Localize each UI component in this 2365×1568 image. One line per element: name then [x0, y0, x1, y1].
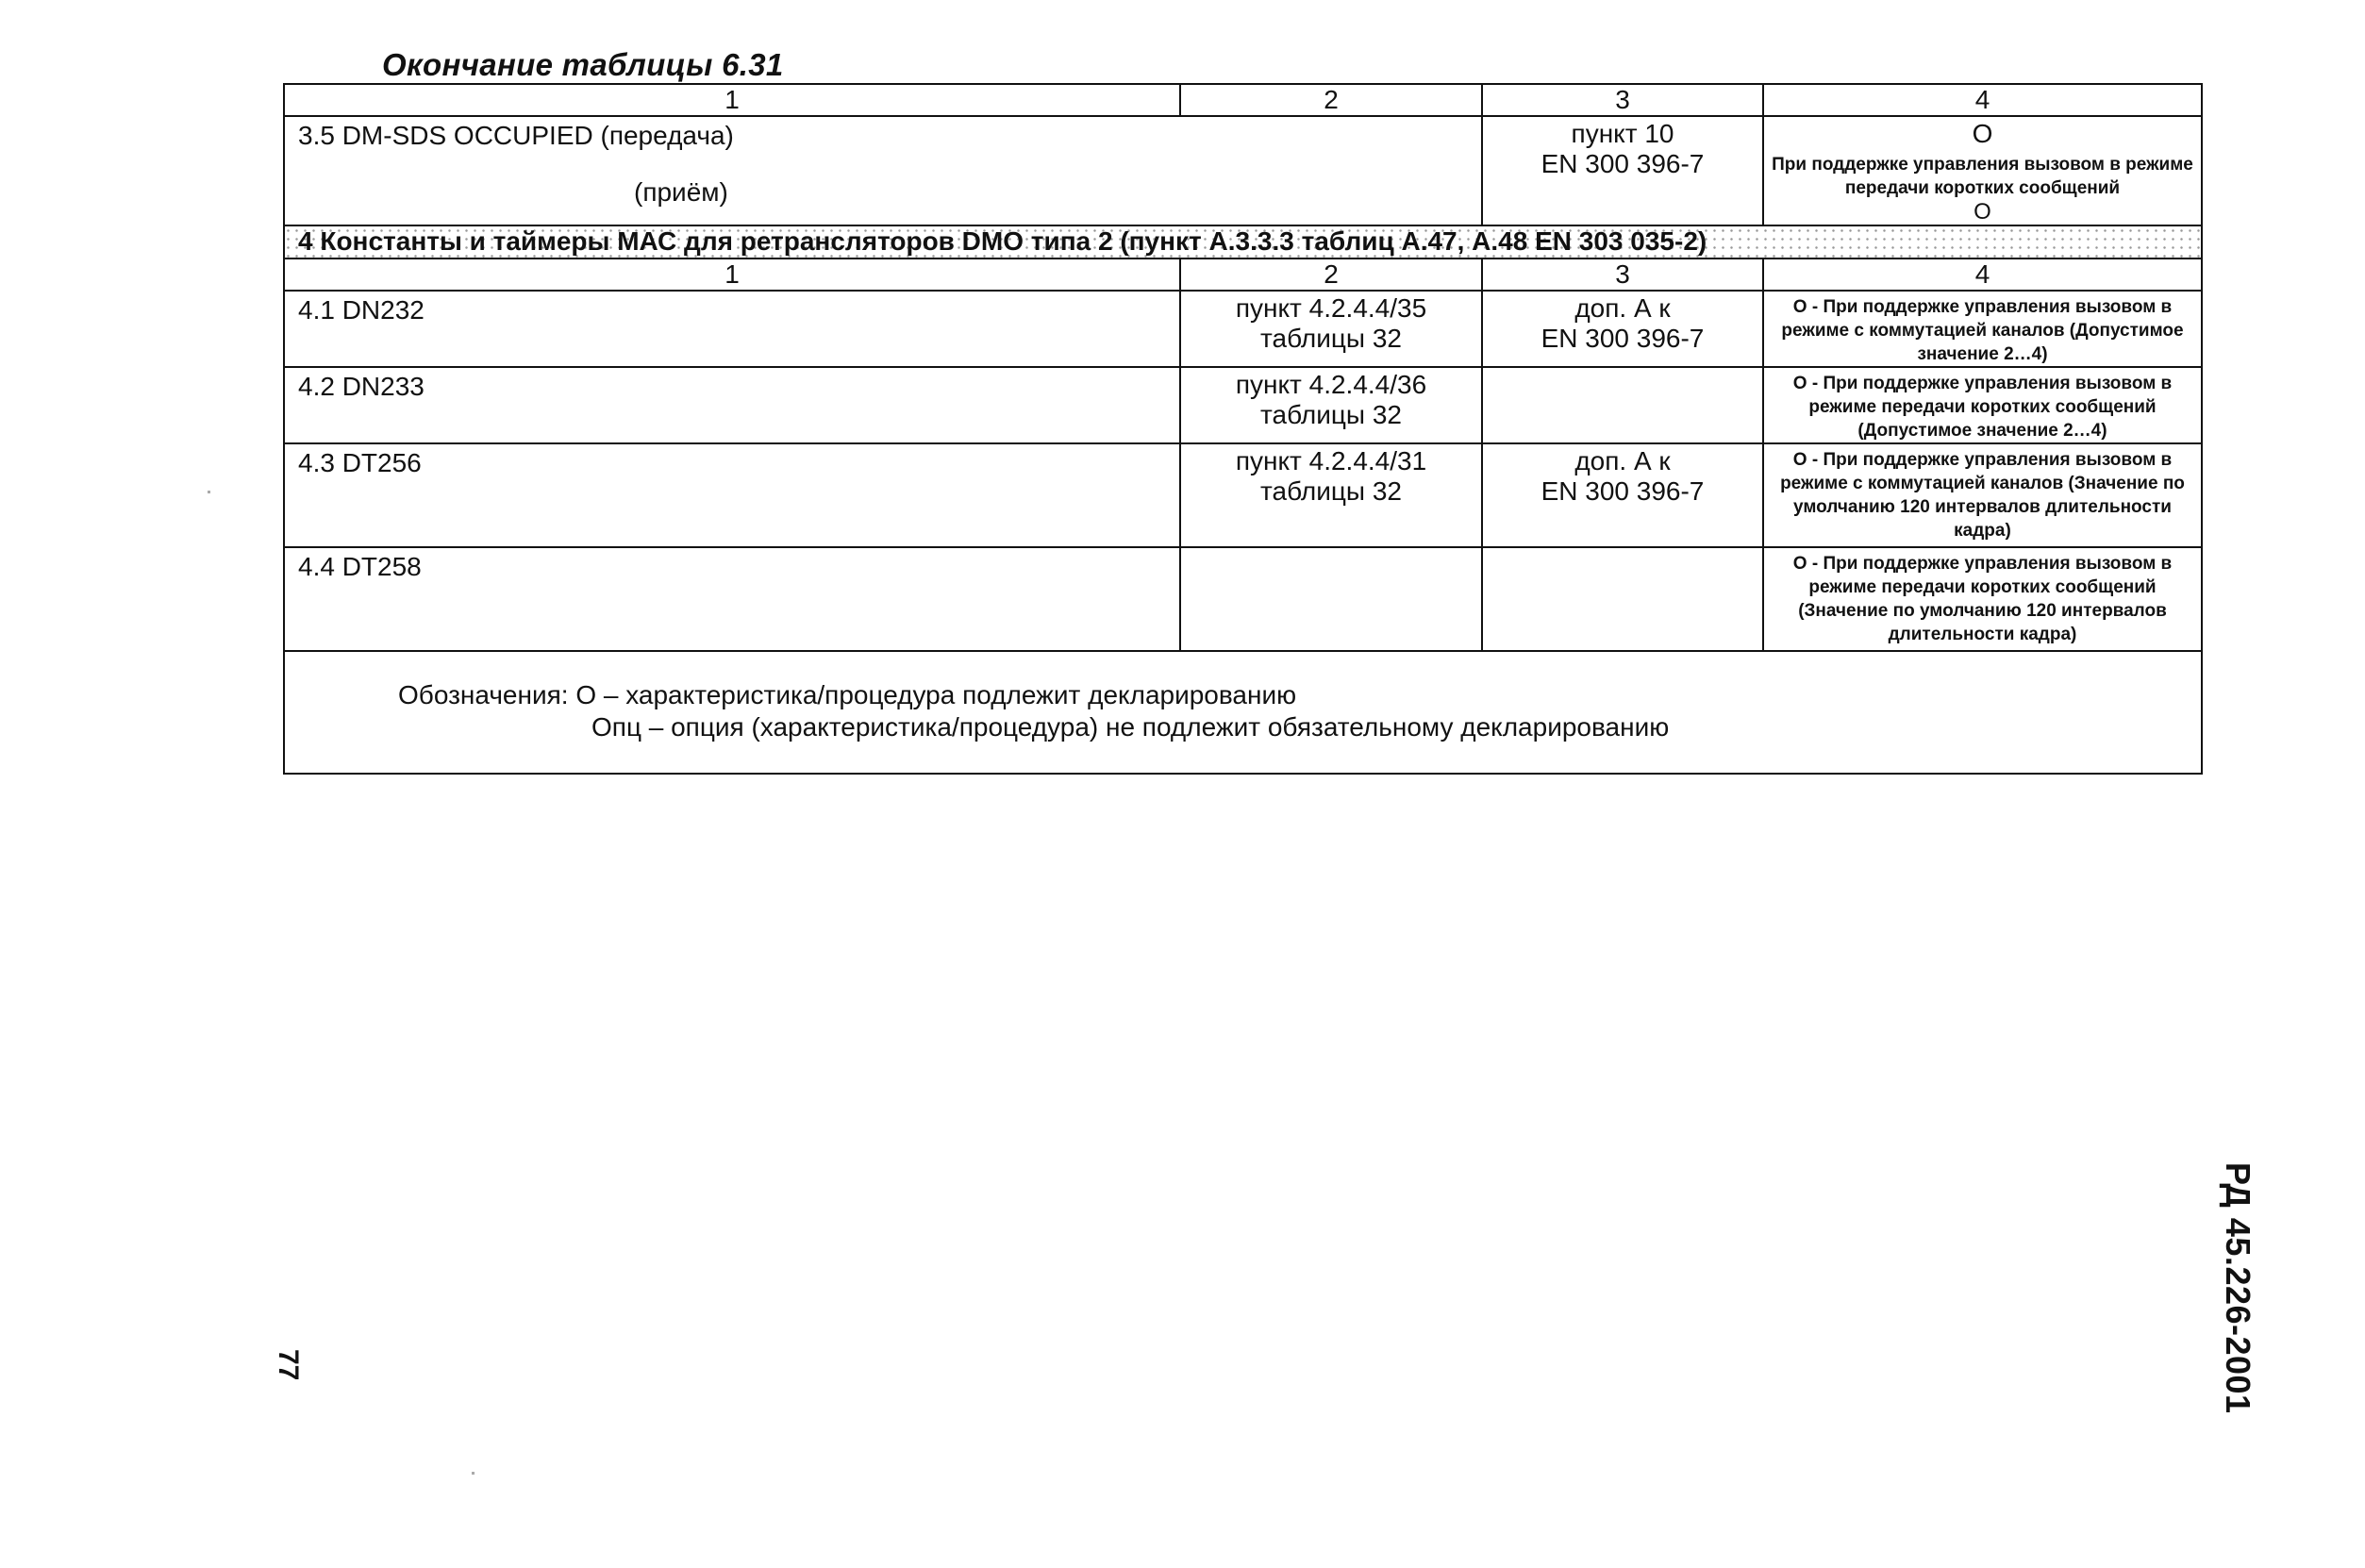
row-col2-line2: таблицы 32	[1260, 400, 1402, 429]
legend-row	[284, 651, 2202, 774]
scan-speck	[208, 491, 210, 493]
row-col3	[1482, 443, 1763, 547]
scan-speck	[472, 1472, 475, 1475]
row-col4: О - При поддержке управления вызовом в режиме передачи коротких сообщений (Значение по умолчанию 120 интервалов длительности кадра)	[1763, 547, 2202, 651]
row-col2-line2: таблицы 32	[1260, 476, 1402, 506]
table-row	[284, 291, 2202, 367]
row-name: 4.1 DN232	[284, 291, 1180, 367]
row-col2	[1180, 547, 1482, 651]
column-number-row	[284, 84, 2202, 116]
row-col4: О - При поддержке управления вызовом в режиме с коммутацией каналов (Допустимое значение 2…4)	[1763, 291, 2202, 367]
row-name: 4.3 DT256	[284, 443, 1180, 547]
column-number-4: 4	[1763, 259, 2202, 291]
document-code: РД 45.226-2001	[2219, 1162, 2257, 1414]
row-col3	[1482, 547, 1763, 651]
row-3-5-col4-bottom: О	[1974, 199, 1991, 225]
row-col3-line2: EN 300 396-7	[1541, 476, 1705, 506]
row-col4: О - При поддержке управления вызовом в режиме с коммутацией каналов (Значение по умолчанию 120 интервалов длительности кадра)	[1763, 443, 2202, 547]
page-number: 77	[273, 1349, 304, 1381]
row-col2-line1: пункт 4.2.4.4/31	[1235, 446, 1427, 475]
row-col2	[1180, 367, 1482, 443]
row-3-5-name-transmit: 3.5 DM-SDS OCCUPIED (передача)	[298, 121, 734, 150]
row-col2-line1: пункт 4.2.4.4/36	[1235, 370, 1427, 399]
legend-line-mandatory: Обозначения: О – характеристика/процедура подлежит декларированию	[398, 680, 1297, 709]
section-4-heading-row	[284, 225, 2202, 259]
column-number-1: 1	[284, 259, 1180, 291]
row-3-5-col3-line1: пункт 10	[1571, 119, 1674, 148]
row-col3-line1: доп. А к	[1574, 446, 1671, 475]
table-row-3-5	[284, 116, 2202, 225]
column-number-row-2	[284, 259, 2202, 291]
row-3-5-col4-top: О	[1972, 119, 1993, 148]
row-3-5-col4-mid: При поддержке управления вызовом в режиме передачи коротких сообщений	[1772, 155, 2193, 198]
table-row	[284, 367, 2202, 443]
column-number-3: 3	[1482, 259, 1763, 291]
row-col3-line1: доп. А к	[1574, 293, 1671, 323]
column-number-2: 2	[1180, 259, 1482, 291]
requirements-table	[283, 83, 2203, 775]
row-3-5-col4	[1763, 116, 2202, 225]
row-col2	[1180, 443, 1482, 547]
column-number-4: 4	[1763, 84, 2202, 116]
legend-line-optional: Опц – опция (характеристика/процедура) не подлежит обязательному декларированию	[591, 712, 1670, 742]
table-row	[284, 547, 2202, 651]
row-name: 4.2 DN233	[284, 367, 1180, 443]
section-4-heading: 4 Константы и таймеры МАС для ретрансляторов DMO типа 2 (пункт А.3.3.3 таблиц А.47, А.48 EN 303 035-2)	[284, 225, 2202, 259]
row-col3	[1482, 291, 1763, 367]
column-number-2: 2	[1180, 84, 1482, 116]
table-row	[284, 443, 2202, 547]
column-number-3: 3	[1482, 84, 1763, 116]
row-col2	[1180, 291, 1482, 367]
row-col2-line2: таблицы 32	[1260, 324, 1402, 353]
column-number-1: 1	[284, 84, 1180, 116]
row-col2-line1: пункт 4.2.4.4/35	[1235, 293, 1427, 323]
row-col3	[1482, 367, 1763, 443]
row-3-5-name-receive: (приём)	[634, 177, 728, 207]
row-3-5-col3-line2: EN 300 396-7	[1541, 149, 1705, 178]
row-col3-line2: EN 300 396-7	[1541, 324, 1705, 353]
row-3-5-col3	[1482, 116, 1763, 225]
legend-cell	[284, 651, 2202, 774]
row-3-5-name-cell	[284, 116, 1482, 225]
table-caption: Окончание таблицы 6.31	[382, 47, 784, 82]
row-col4: О - При поддержке управления вызовом в режиме передачи коротких сообщений (Допустимое значение 2…4)	[1763, 367, 2202, 443]
row-name: 4.4 DT258	[284, 547, 1180, 651]
